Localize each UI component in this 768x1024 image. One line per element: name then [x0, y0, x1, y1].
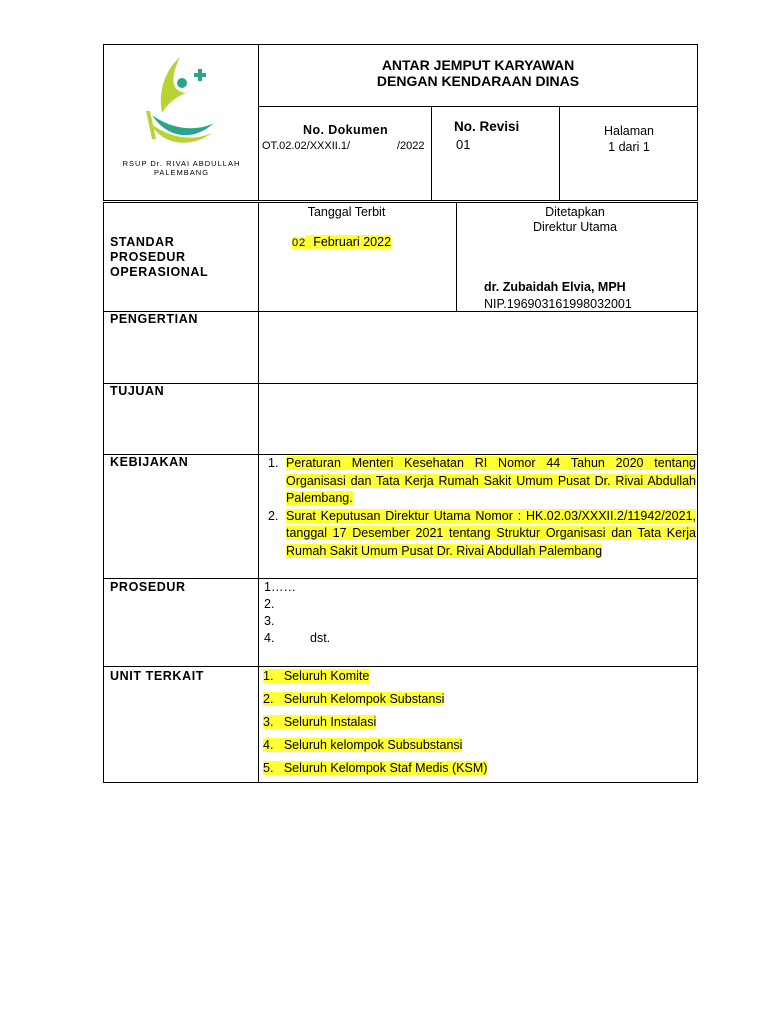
page-value: 1 dari 1	[608, 140, 650, 154]
approval-cell	[457, 203, 698, 312]
unit-list	[263, 668, 487, 783]
logo-cell	[104, 45, 259, 201]
signer-nip: NIP.196903161998032001	[484, 297, 632, 311]
kebijakan-label: KEBIJAKAN	[110, 455, 189, 469]
doc-number-cell	[259, 107, 432, 201]
page-cell	[560, 107, 698, 201]
sop-main-table	[103, 202, 698, 783]
tujuan-content-cell	[259, 384, 698, 455]
issue-date-value	[292, 234, 391, 252]
prosedur-step-4: 4.	[264, 631, 275, 645]
pengertian-label: PENGERTIAN	[110, 312, 198, 326]
sop-label-line1: STANDAR	[110, 235, 175, 249]
prosedur-step-3: 3.	[264, 614, 275, 628]
issue-date-day: 02	[292, 237, 307, 249]
page-label: Halaman	[603, 124, 655, 138]
doc-number-label: No. Dokumen	[303, 123, 388, 137]
issue-date-month-year: Februari 2022	[313, 235, 392, 249]
prosedur-label: PROSEDUR	[110, 580, 186, 594]
document-title-line1: ANTAR JEMPUT KARYAWAN	[381, 57, 575, 73]
prosedur-label-cell	[104, 579, 259, 667]
approval-role: Direktur Utama	[532, 220, 618, 234]
unit-item: 5. Seluruh Kelompok Staf Medis (KSM)	[263, 761, 488, 775]
sop-label-cell	[104, 203, 259, 312]
unit-item: 3. Seluruh Instalasi	[263, 715, 377, 729]
unit-item: 2. Seluruh Kelompok Substansi	[263, 692, 445, 706]
unit-item: 4. Seluruh kelompok Subsubstansi	[263, 738, 463, 752]
unit-content-cell	[259, 667, 698, 783]
prosedur-step-2: 2.	[264, 597, 275, 611]
kebijakan-item	[259, 508, 696, 561]
document-title-cell	[259, 45, 698, 107]
pengertian-label-cell	[104, 312, 259, 384]
tujuan-label: TUJUAN	[110, 384, 165, 398]
revision-label: No. Revisi	[454, 119, 520, 134]
kebijakan-item-number: 2.	[268, 508, 279, 523]
kebijakan-list	[259, 455, 696, 560]
unit-label: UNIT TERKAIT	[110, 669, 204, 683]
header-table	[103, 44, 698, 201]
kebijakan-item	[259, 455, 696, 508]
kebijakan-item-text: Peraturan Menteri Kesehatan RI Nomor 44 Tahun 2020 tentang Organisasi dan Tata Kerja Rumah Sakit Umum Pusat Dr. Rivai Abdullah Palembang.	[286, 456, 696, 505]
kebijakan-label-cell	[104, 455, 259, 579]
issue-date-cell	[259, 203, 457, 312]
revision-cell	[432, 107, 560, 201]
unit-item: 1. Seluruh Komite	[263, 669, 370, 683]
signer-name: dr. Zubaidah Elvia, MPH	[484, 280, 626, 294]
sop-label-line2: PROSEDUR	[110, 250, 186, 264]
issue-date-label: Tanggal Terbit	[307, 205, 386, 219]
doc-number-suffix: /2022	[397, 140, 425, 152]
pengertian-content-cell	[259, 312, 698, 384]
approval-label: Ditetapkan	[545, 205, 605, 219]
prosedur-step-etc: dst.	[310, 631, 331, 645]
document-title-line2: DENGAN KENDARAAN DINAS	[376, 73, 580, 89]
kebijakan-item-number: 1.	[268, 456, 279, 470]
kebijakan-content-cell	[259, 455, 698, 579]
sop-label-line3: OPERASIONAL	[110, 265, 209, 279]
doc-number-prefix: OT.02.02/XXXII.1/	[262, 140, 351, 152]
hospital-logo-icon	[142, 53, 222, 153]
prosedur-content-cell	[259, 579, 698, 667]
hospital-name-line1: RSUP Dr. RIVAI ABDULLAH	[122, 159, 241, 168]
kebijakan-item-text: Surat Keputusan Direktur Utama Nomor : HK.02.03/XXXII.2/11942/2021, tanggal 17 Desember 2021 tentang Struktur Organisasi dan Tata Kerja Rumah Sakit Umum Pusat Dr. Rivai Abdullah Palembang	[286, 508, 696, 558]
unit-label-cell	[104, 667, 259, 783]
revision-value: 01	[456, 137, 471, 152]
hospital-name	[104, 159, 259, 177]
prosedur-step-1: 1……	[264, 580, 296, 594]
hospital-city: PALEMBANG	[153, 168, 210, 177]
tujuan-label-cell	[104, 384, 259, 455]
